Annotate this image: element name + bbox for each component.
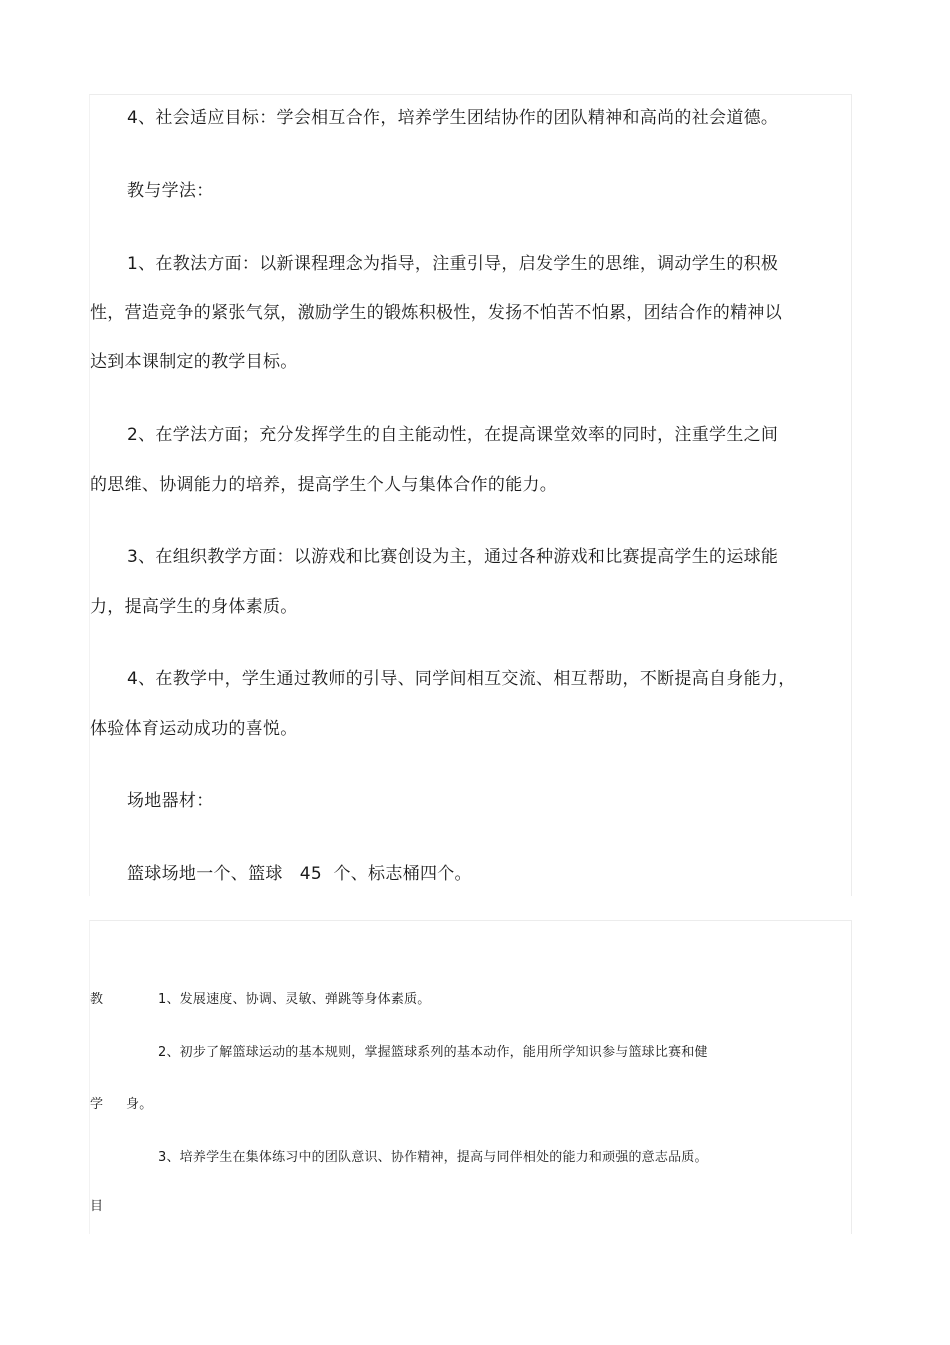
objective-item-2-line-1: 2、初步了解篮球运动的基本规则，掌握篮球系列的基本动作，能用所学知识参与篮球比赛和健 [158, 1045, 708, 1060]
method-4-line-1: 4、在教学中，学生通过教师的引导、同学间相互交流、相互帮助，不断提高自身能力， [127, 669, 796, 689]
method-2-line-1: 2、在学法方面；充分发挥学生的自主能动性，在提高课堂效率的同时，注重学生之间 [127, 425, 779, 445]
objective-item-3: 3、培养学生在集体练习中的团队意识、协作精神，提高与同伴相处的能力和顽强的意志品质。 [158, 1150, 708, 1165]
method-1-line-3: 达到本课制定的教学目标。 [90, 352, 298, 372]
objective-item-1: 1、发展速度、协调、灵敏、弹跳等身体素质。 [158, 992, 431, 1007]
method-4-line-2: 体验体育运动成功的喜悦。 [90, 719, 298, 739]
method-3-line-2: 力，提高学生的身体素质。 [90, 597, 298, 617]
goal-social-adaptation: 4、社会适应目标：学会相互合作，培养学生团结协作的团队精神和高尚的社会道德。 [127, 108, 779, 128]
equipment-list: 篮球场地一个、篮球 45 个、标志桶四个。 [127, 864, 472, 884]
side-label-jiao: 教 [90, 992, 104, 1007]
method-1-line-1: 1、在教法方面：以新课程理念为指导，注重引导，启发学生的思维，调动学生的积极 [127, 254, 779, 274]
objective-item-2-line-2: 身。 [126, 1097, 153, 1112]
side-label-xue: 学 [90, 1097, 104, 1112]
method-3-line-1: 3、在组织教学方面：以游戏和比赛创设为主，通过各种游戏和比赛提高学生的运球能 [127, 547, 779, 567]
method-2-line-2: 的思维、协调能力的培养，提高学生个人与集体合作的能力。 [90, 475, 558, 495]
equipment-heading: 场地器材： [127, 791, 214, 811]
methods-heading: 教与学法： [127, 181, 214, 201]
document-section-bottom [89, 920, 852, 1234]
side-label-mu: 目 [90, 1199, 104, 1214]
method-1-line-2: 性，营造竞争的紧张气氛，激励学生的锻炼积极性，发扬不怕苦不怕累，团结合作的精神以 [90, 303, 782, 323]
